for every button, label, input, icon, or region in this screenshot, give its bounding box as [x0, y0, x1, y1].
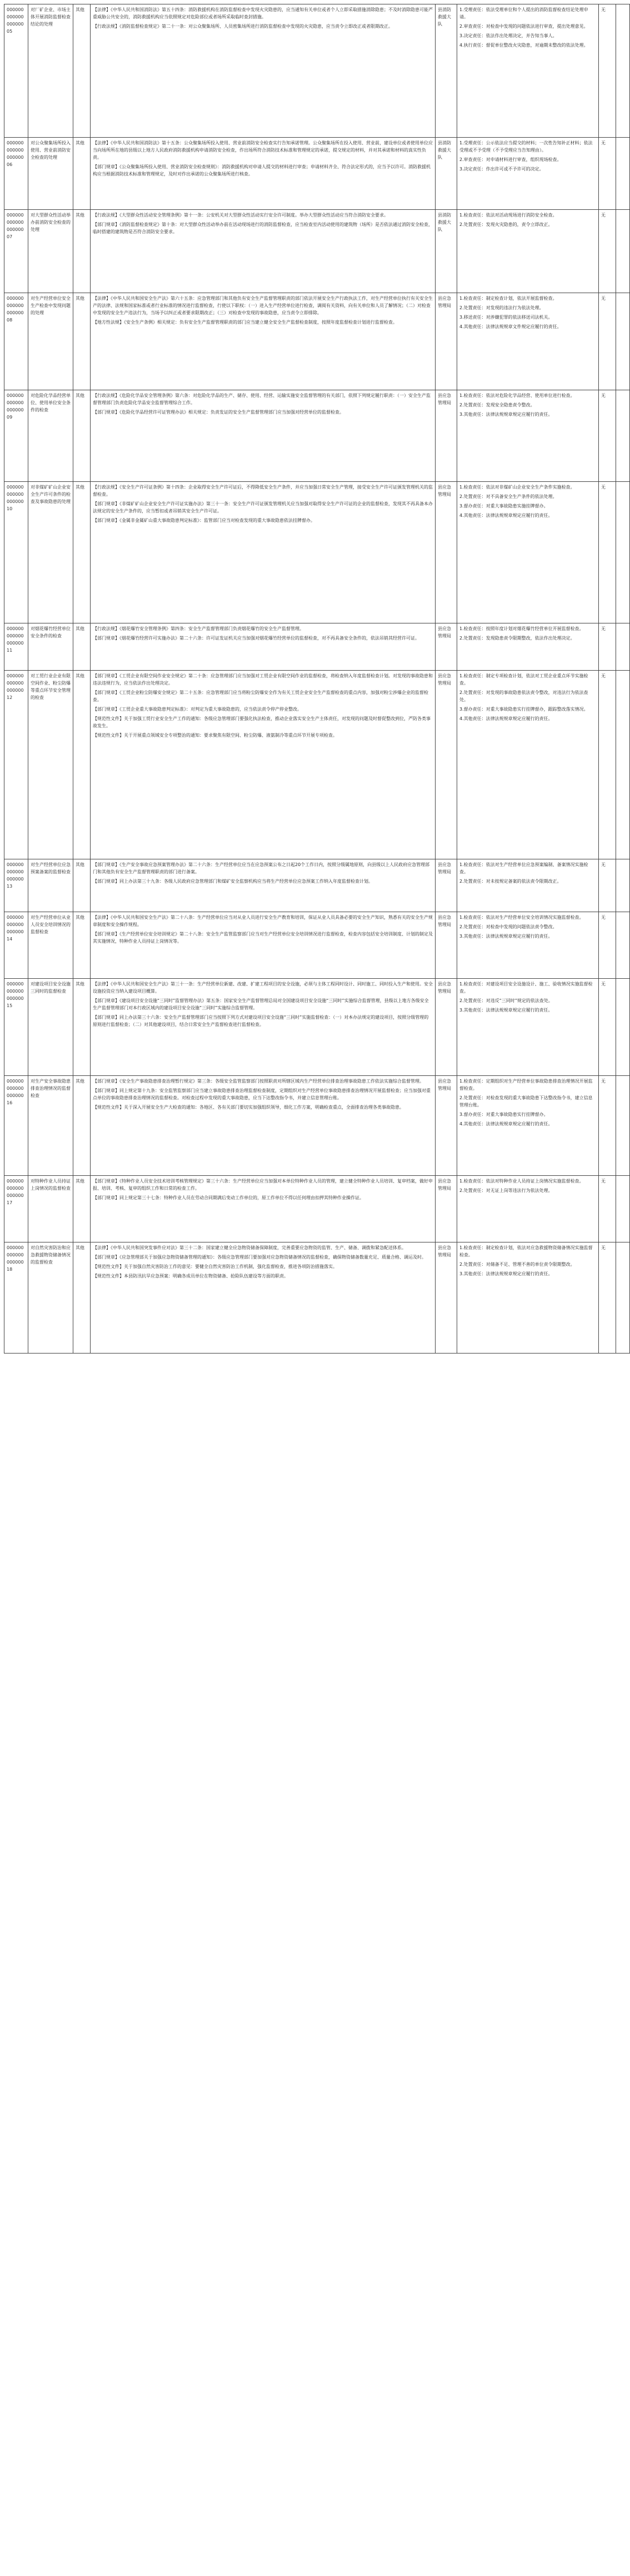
item-name: 对生产安全事故隐患排查治理情况的监督检查	[28, 1076, 73, 1176]
item-type: 其他	[73, 1076, 91, 1176]
responsibility-items	[457, 859, 599, 912]
legal-basis	[91, 138, 436, 210]
responsibility-items	[457, 210, 599, 293]
implementing-body: 县应急管理局	[436, 1176, 457, 1242]
responsibility-paragraph: 3.其他责任：法律法规规章规定应履行的责任。	[459, 934, 553, 939]
responsibility-paragraph: 4.其他责任：法律法规规章文件规定应履行的责任。	[459, 324, 562, 329]
remarks: 无	[599, 671, 616, 859]
basis-paragraph: 【部门规章】同上规定第十九条：安全监管监察部门应当建立事故隐患排查治理监督检查制度，定期组织对生产经营单位事故隐患排查治理情况开展监督检查；应当加强对重点单位的事故隐患排查治理情况的监督检查。对检查过程中发现的重大事故隐患，应当下达整改指令书，并建立信息管理台账。	[93, 1088, 431, 1100]
responsibility-paragraph: 2.处置责任：发现隐患责令限期整改，依法作出处理决定。	[459, 636, 575, 641]
table-row	[4, 1242, 630, 1354]
blank-cell	[616, 859, 630, 912]
remarks: 无	[599, 1076, 616, 1176]
basis-paragraph: 【规范性文件】关于加强自然灾害防治工作的意见：要健全自然灾害防治工作机制，强化监督检查，推进各项防治措施落实。	[93, 1264, 337, 1269]
item-code: 00000000000000000010	[4, 482, 28, 623]
item-name: 对非煤矿矿山企业安全生产许可条件的检查及事故隐患的处理	[28, 482, 73, 623]
basis-paragraph: 【行政法规】《安全生产许可证条例》第十四条：企业取得安全生产许可证后，不得降低安全生产条件，并应当加强日常安全生产管理，接受安全生产许可证颁发管理机关的监督检查。	[93, 485, 433, 497]
basis-paragraph: 【部门规章】同上办法第三十九条：各级人民政府应急管理部门和煤矿安全监察机构应当将生产经营单位应急预案工作纳入年度监督检查计划。	[93, 879, 373, 884]
item-name: 对生产经营单位应急预案备案的监督检查	[28, 859, 73, 912]
basis-paragraph: 【部门规章】《安全生产事故隐患排查治理暂行规定》第三条：各级安全监管监察部门按照职责对所辖区域内生产经营单位排查治理事故隐患工作依法实施综合监督管理。	[93, 1079, 424, 1084]
basis-paragraph: 【地方性法规】《安全生产条例》相关规定：负有安全生产监督管理职责的部门应当建立健全安全生产监督检查制度，按照年度监督检查计划进行监督检查。	[93, 320, 397, 325]
implementing-body: 县应急管理局	[436, 979, 457, 1076]
responsibility-paragraph: 1.检查责任：依法对危险化学品经营、使用单位进行检查。	[459, 393, 575, 398]
responsibility-paragraph: 3.其他责任：法律法规规章规定应履行的责任。	[459, 412, 553, 417]
table-row	[4, 390, 630, 482]
item-type: 其他	[73, 859, 91, 912]
responsibility-paragraph: 3.移送责任：对涉嫌犯罪的依法移送司法机关。	[459, 315, 553, 320]
responsibility-paragraph: 1.检查责任：依法对特种作业人员持证上岗情况实施监督检查。	[459, 1179, 584, 1184]
item-code: 00000000000000000009	[4, 390, 28, 482]
responsibility-items	[457, 979, 599, 1076]
basis-paragraph: 【规范性文件】关于开展重点领域安全专项整治的通知：要求聚焦有限空间、粉尘防爆、液氨制冷等重点环节开展专项检查。	[93, 733, 337, 738]
responsibility-paragraph: 3.督办责任：对重大事故隐患实行挂牌督办，跟踪整改落实情况。	[459, 707, 588, 712]
basis-paragraph: 【法律】《中华人民共和国安全生产法》第三十一条：生产经营单位新建、改建、扩建工程项目的安全设施，必须与主体工程同时设计、同时施工、同时投入生产和使用。安全设施投资应当纳入建设项目概算。	[93, 982, 433, 994]
responsibility-paragraph: 2.处置责任：发现安全隐患责令整改。	[459, 402, 535, 407]
responsibility-paragraph: 3.督办责任：对重大事故隐患实行挂牌督办。	[459, 1112, 548, 1117]
legal-basis	[91, 390, 436, 482]
basis-paragraph: 【部门规章】同上办法第三十六条：安全生产监督管理部门应当按照下列方式对建设项目安全设施“三同时”实施监督检查：（一）对本办法规定的建设项目，按照分级管理的原则进行监督检查；（二）对其他建设项目，结合日常安全生产监督检查进行监督检查。	[93, 1015, 429, 1027]
table-row	[4, 1176, 630, 1242]
responsibility-paragraph: 1.检查责任：依法对非煤矿山企业安全生产条件实施检查。	[459, 485, 575, 490]
responsibility-paragraph: 2.处置责任：对不具备安全生产条件的依法处理。	[459, 494, 557, 499]
responsibility-paragraph: 1.检查责任：制定专项检查计划，依法对工贸企业重点环节实施检查。	[459, 673, 588, 686]
responsibility-paragraph: 2.处置责任：对发现的违法行为依法处理。	[459, 305, 544, 310]
remarks: 无	[599, 623, 616, 671]
legal-basis	[91, 859, 436, 912]
responsibility-paragraph: 1.检查责任：制定检查计划，依法对应急救援物资储备情况实施监督检查。	[459, 1245, 593, 1257]
basis-paragraph: 【行政法规】《大型群众性活动安全管理条例》第十一条：公安机关对大型群众性活动实行安全许可制度。举办大型群众性活动应当符合消防安全要求。	[93, 213, 388, 218]
table-row	[4, 912, 630, 979]
basis-paragraph: 【法律】《中华人民共和国消防法》第五十四条：消防救援机构在消防监督检查中发现火灾隐患的，应当通知有关单位或者个人立即采取措施消除隐患；不及时消除隐患可能严重威胁公共安全的，消防救援机构应当依照规定对危险部位或者场所采取临时查封措施。	[93, 7, 433, 19]
item-type: 其他	[73, 912, 91, 979]
responsibility-items	[457, 671, 599, 859]
item-type: 其他	[73, 482, 91, 623]
basis-paragraph: 【部门规章】《工贸企业重大事故隐患判定标准》：对判定为重大事故隐患的，应当依法责令停产停业整改。	[93, 707, 302, 712]
basis-paragraph: 【规范性文件】本县防汛抗旱应急预案：明确各成员单位在物资储备、抢险队伍建设等方面的职责。	[93, 1274, 288, 1279]
item-code: 00000000000000000016	[4, 1076, 28, 1176]
table-row	[4, 671, 630, 859]
blank-cell	[616, 912, 630, 979]
responsibility-paragraph: 2.处置责任：对发现的事故隐患依法责令整改，对违法行为依法查处。	[459, 690, 588, 702]
remarks: 无	[599, 912, 616, 979]
legal-basis	[91, 482, 436, 623]
responsibility-paragraph: 1.受理责任：公示依法应当提交的材料；一次性告知补正材料；依法受理或不予受理（不予受理应当告知理由）。	[459, 140, 593, 153]
blank-cell	[616, 979, 630, 1076]
implementing-body: 县应急管理局	[436, 623, 457, 671]
basis-paragraph: 【部门规章】《建设项目安全设施“三同时”监督管理办法》第五条：国家安全生产监督管理总局对全国建设项目安全设施“三同时”实施综合监督管理，县级以上地方各级安全生产监督管理部门对本行政区域内的建设项目安全设施“三同时”实施综合监督管理。	[93, 998, 429, 1010]
responsibility-paragraph: 4.执行责任：督促单位整改火灾隐患，对逾期未整改的依法处理。	[459, 43, 588, 48]
basis-paragraph: 【部门规章】《非煤矿矿山企业安全生产许可证实施办法》第三十一条：安全生产许可证颁发管理机关应当加强对取得安全生产许可证的企业的监督检查，发现其不再具备本办法规定的安全生产条件的，应当暂扣或者吊销其安全生产许可证。	[93, 501, 433, 514]
basis-paragraph: 【部门规章】《特种作业人员安全技术培训考核管理规定》第三十六条：生产经营单位应当加强对本单位特种作业人员的管理，建立健全特种作业人员培训、复审档案，做好申报、培训、考核、复审的组织工作和日常的检查工作。	[93, 1179, 433, 1191]
item-name: 对自然灾害防治和应急救援物资储备情况的监督检查	[28, 1242, 73, 1354]
table-row	[4, 210, 630, 293]
basis-paragraph: 【部门规章】同上规定第三十七条：特种作业人员在劳动合同期满后变动工作单位的，原工作单位不得以任何理由扣押其特种作业操作证。	[93, 1195, 364, 1200]
blank-cell	[616, 1176, 630, 1242]
responsibility-paragraph: 1.检查责任：依法对活动现场进行消防安全检查。	[459, 213, 557, 218]
responsibility-paragraph: 1.检查责任：依法对生产经营单位安全培训情况实施监督检查。	[459, 915, 584, 920]
blank-cell	[616, 138, 630, 210]
implementing-body: 县消防救援大队	[436, 138, 457, 210]
responsibility-paragraph: 3.其他责任：法律法规规章规定应履行的责任。	[459, 1008, 553, 1013]
responsibility-paragraph: 1.检查责任：对建设项目安全设施设计、施工、验收情况实施监督检查。	[459, 982, 593, 994]
responsibility-paragraph: 3.决定责任：作出许可或不予许可的决定。	[459, 167, 544, 172]
table-body	[4, 4, 630, 1354]
item-name: 对建设项目安全设施三同时的监督检查	[28, 979, 73, 1076]
implementing-body: 县应急管理局	[436, 859, 457, 912]
responsibility-items	[457, 1176, 599, 1242]
legal-basis	[91, 4, 436, 138]
blank-cell	[616, 210, 630, 293]
basis-paragraph: 【法律】《中华人民共和国安全生产法》第二十八条：生产经营单位应当对从业人员进行安全生产教育和培训，保证从业人员具备必要的安全生产知识，熟悉有关的安全生产规章制度和安全操作规程。	[93, 915, 433, 927]
table-row	[4, 4, 630, 138]
legal-basis	[91, 293, 436, 390]
basis-paragraph: 【法律】《中华人民共和国消防法》第十五条：公众聚集场所投入使用、营业前消防安全检查实行告知承诺管理。公众聚集场所在投入使用、营业前，建设单位或者使用单位应当向场所所在地的县级以上地方人民政府消防救援机构申请消防安全检查，作出场所符合消防技术标准和管理规定的承诺，提交规定的材料，并对其承诺和材料的真实性负责。	[93, 140, 433, 160]
item-code: 00000000000000000008	[4, 293, 28, 390]
responsibility-paragraph: 2.处置责任：对储备不足、管理不善的单位责令限期整改。	[459, 1262, 575, 1267]
basis-paragraph: 【部门规章】《生产经营单位安全培训规定》第二十八条：安全生产监管监察部门应当对生产经营单位安全培训情况进行监督检查，检查内容包括安全培训制度、计划的制定及其实施情况，特种作业人员持证上岗情况等。	[93, 932, 433, 944]
legal-basis	[91, 1242, 436, 1354]
implementing-body: 县消防救援大队	[436, 210, 457, 293]
responsibility-paragraph: 2.审查责任：对申请材料进行审查，组织现场检查。	[459, 157, 562, 162]
blank-cell	[616, 1242, 630, 1354]
responsibility-items	[457, 623, 599, 671]
responsibility-items	[457, 912, 599, 979]
blank-cell	[616, 623, 630, 671]
blank-cell	[616, 4, 630, 138]
item-type: 其他	[73, 210, 91, 293]
blank-cell	[616, 293, 630, 390]
responsibility-paragraph: 1.受理责任：依法受理单位和个人提出的消防监督检查结论处理申请。	[459, 7, 588, 19]
item-name: 对烟花爆竹经营单位安全条件的检查	[28, 623, 73, 671]
legal-basis	[91, 1076, 436, 1176]
implementing-body: 县应急管理局	[436, 1242, 457, 1354]
remarks: 无	[599, 4, 616, 138]
legal-basis	[91, 210, 436, 293]
table-row	[4, 859, 630, 912]
basis-paragraph: 【部门规章】《应急管理部关于加强应急物资储备管理的通知》：各级应急管理部门要加强对应急物资储备情况的监督检查，确保物资储备数量充足、质量合格、调运及时。	[93, 1255, 426, 1260]
responsibility-items	[457, 482, 599, 623]
item-code: 00000000000000000007	[4, 210, 28, 293]
responsibility-items	[457, 1242, 599, 1354]
remarks: 无	[599, 1176, 616, 1242]
implementing-body: 县应急管理局	[436, 912, 457, 979]
item-type: 其他	[73, 623, 91, 671]
item-code: 00000000000000000006	[4, 138, 28, 210]
remarks: 无	[599, 390, 616, 482]
basis-paragraph: 【法律】《中华人民共和国安全生产法》第六十五条：应急管理部门和其他负有安全生产监督管理职责的部门依法开展安全生产行政执法工作，对生产经营单位执行有关安全生产的法律、法规和国家标准或者行业标准的情况进行监督检查，行使以下职权：（一）进入生产经营单位进行检查，调阅有关资料，向有关单位和人员了解情况；（二）对检查中发现的安全生产违法行为，当场予以纠正或者要求限期改正；（三）对检查中发现的事故隐患，应当责令立即排除。	[93, 296, 433, 315]
basis-paragraph: 【行政法规】《消防监督检查规定》第二十一条：对公众聚集场所、人员密集场所进行消防监督检查中发现的火灾隐患，应当责令立即改正或者限期改正。	[93, 24, 393, 29]
responsibility-paragraph: 3.其他责任：法律法规规章规定应履行的责任。	[459, 1271, 553, 1276]
legal-basis	[91, 912, 436, 979]
implementing-body: 县应急管理局	[436, 1076, 457, 1176]
basis-paragraph: 【部门规章】《烟花爆竹经营许可实施办法》第二十六条：许可证发证机关应当加强对烟花爆竹经营单位的监督检查，对不再具备安全条件的，依法吊销其经营许可证。	[93, 636, 419, 641]
responsibility-paragraph: 4.其他责任：法律法规规章规定应履行的责任。	[459, 1121, 553, 1126]
table-row	[4, 1076, 630, 1176]
implementing-body: 县应急管理局	[436, 293, 457, 390]
responsibility-paragraph: 1.检查责任：制定检查计划，依法开展监督检查。	[459, 296, 557, 301]
responsibility-items	[457, 4, 599, 138]
item-code: 00000000000000000015	[4, 979, 28, 1076]
table-row	[4, 482, 630, 623]
legal-basis	[91, 979, 436, 1076]
table-row	[4, 623, 630, 671]
basis-paragraph: 【规范性文件】关于加强工贸行业安全生产工作的通知：各级应急管理部门要强化执法检查，推动企业落实安全生产主体责任，对发现的问题及时督促整改到位，严防各类事故发生。	[93, 716, 431, 728]
item-code: 00000000000000000014	[4, 912, 28, 979]
responsibility-items	[457, 138, 599, 210]
remarks: 无	[599, 293, 616, 390]
basis-paragraph: 【行政法规】《烟花爆竹安全管理条例》第四条：安全生产监督管理部门负责烟花爆竹的安全生产监督管理。	[93, 626, 304, 631]
item-name: 对公众聚集场所投入使用、营业前消防安全检查的处理	[28, 138, 73, 210]
table-row	[4, 979, 630, 1076]
item-name: 对工贸行业企业有限空间作业、粉尘防爆等重点环节安全管理的检查	[28, 671, 73, 859]
remarks: 无	[599, 859, 616, 912]
legal-basis	[91, 671, 436, 859]
item-code: 00000000000000000017	[4, 1176, 28, 1242]
basis-paragraph: 【部门规章】《危险化学品经营许可证管理办法》相关规定：负责发证的安全生产监督管理部门应当加强对经营单位的监督检查。	[93, 410, 344, 415]
responsibility-items	[457, 390, 599, 482]
responsibility-paragraph: 2.处置责任：对检查中发现的问题依法责令整改。	[459, 924, 557, 929]
responsibility-paragraph: 3.决定责任：依法作出处理决定，并告知当事人。	[459, 33, 557, 38]
table-row	[4, 293, 630, 390]
implementing-body: 县应急管理局	[436, 390, 457, 482]
responsibility-paragraph: 2.处置责任：对检查发现的重大事故隐患下达整改指令书，建立信息管理台账。	[459, 1095, 593, 1108]
basis-paragraph: 【部门规章】《工贸企业粉尘防爆安全规定》第二十五条：应急管理部门应当将粉尘防爆安全作为有关工贸企业安全生产监督检查的重点内容，加强对粉尘涉爆企业的监督检查。	[93, 690, 428, 702]
responsibility-paragraph: 2.处置责任：发现火灾隐患的，责令立即改正。	[459, 222, 553, 227]
item-name: 对厂矿企业、市场主体开展消防监督检查结论的处理	[28, 4, 73, 138]
table-row	[4, 138, 630, 210]
item-type: 其他	[73, 671, 91, 859]
basis-paragraph: 【部门规章】《公众聚集场所投入使用、营业消防安全检查规则》：消防救援机构对申请人提交的材料进行审查；申请材料齐全、符合法定形式的，应当予以许可。消防救援机构应当根据消防技术标准和管理规定，及时对作出承诺的公众聚集场所进行核查。	[93, 164, 431, 177]
basis-paragraph: 【法律】《中华人民共和国突发事件应对法》第三十二条：国家建立健全应急物资储备保障制度，完善重要应急物资的监管、生产、储备、调拨和紧急配送体系。	[93, 1245, 406, 1250]
responsibility-paragraph: 2.处置责任：对无证上岗等违法行为依法处理。	[459, 1188, 553, 1193]
responsibility-paragraph: 2.审查责任：对检查中发现的问题依法进行审查，提出处理意见。	[459, 24, 588, 29]
item-name: 对危险化学品经营单位、使用单位安全条件的检查	[28, 390, 73, 482]
item-type: 其他	[73, 1176, 91, 1242]
item-name: 对生产经营单位从业人员安全培训情况的监督检查	[28, 912, 73, 979]
basis-paragraph: 【部门规章】《工贸企业有限空间作业安全规定》第二十条：应急管理部门应当加强对工贸企业有限空间作业的监督检查，将检查纳入年度监督检查计划。对发现的事故隐患和违法违规行为，应当依法作出处理决定。	[93, 673, 433, 686]
blank-cell	[616, 390, 630, 482]
responsibility-paragraph: 1.检查责任：定期组织对生产经营单位事故隐患排查治理情况开展监督检查。	[459, 1079, 593, 1091]
item-code: 00000000000000000011	[4, 623, 28, 671]
responsibility-paragraph: 1.检查责任：依法对生产经营单位应急预案编制、备案情况实施检查。	[459, 862, 588, 874]
remarks: 无	[599, 210, 616, 293]
basis-paragraph: 【部门规章】《金属非金属矿山重大事故隐患判定标准》：监管部门应当对检查发现的重大事故隐患依法挂牌督办。	[93, 518, 315, 523]
responsibility-paragraph: 3.督办责任：对重大事故隐患实施挂牌督办。	[459, 504, 548, 509]
basis-paragraph: 【行政法规】《危险化学品安全管理条例》第六条：对危险化学品的生产、储存、使用、经营、运输实施安全监督管理的有关部门，依照下列规定履行职责：（一）安全生产监督管理部门负责危险化学品安全监督管理综合工作。	[93, 393, 431, 405]
item-type: 其他	[73, 4, 91, 138]
item-type: 其他	[73, 293, 91, 390]
basis-paragraph: 【部门规章】《生产安全事故应急预案管理办法》第二十六条：生产经营单位应当在应急预案公布之日起20个工作日内，按照分级属地原则，向县级以上人民政府应急管理部门和其他负有安全生产监督管理职责的部门进行备案。	[93, 862, 430, 874]
legal-basis	[91, 1176, 436, 1242]
remarks: 无	[599, 138, 616, 210]
blank-cell	[616, 671, 630, 859]
responsibility-paragraph: 2.处置责任：对未按规定备案的依法责令限期改正。	[459, 879, 562, 884]
responsibility-items	[457, 1076, 599, 1176]
blank-cell	[616, 1076, 630, 1176]
item-name: 对特种作业人员持证上岗情况的监督检查	[28, 1176, 73, 1242]
implementing-body: 县应急管理局	[436, 671, 457, 859]
legal-basis	[91, 623, 436, 671]
item-code: 00000000000000000005	[4, 4, 28, 138]
item-name: 对生产经营单位安全生产检查中发现问题的处理	[28, 293, 73, 390]
item-type: 其他	[73, 979, 91, 1076]
implementing-body: 县消防救援大队	[436, 4, 457, 138]
remarks: 无	[599, 979, 616, 1076]
remarks: 无	[599, 482, 616, 623]
item-type: 其他	[73, 390, 91, 482]
item-code: 00000000000000000018	[4, 1242, 28, 1354]
remarks: 无	[599, 1242, 616, 1354]
implementing-body: 县应急管理局	[436, 482, 457, 623]
item-type: 其他	[73, 1242, 91, 1354]
basis-paragraph: 【规范性文件】关于深入开展安全生产大检查的通知：各地区、各有关部门要切实加强组织领导，细化工作方案，明确检查重点，全面排查治理各类事故隐患。	[93, 1105, 404, 1110]
responsibility-paragraph: 4.其他责任：法律法规规章规定应履行的责任。	[459, 513, 553, 518]
responsibility-paragraph: 1.检查责任：按照年度计划对烟花爆竹经营单位开展监督检查。	[459, 626, 584, 631]
responsibility-table	[4, 4, 630, 1354]
item-name: 对大型群众性活动举办前消防安全检查的处理	[28, 210, 73, 293]
blank-cell	[616, 482, 630, 623]
responsibility-items	[457, 293, 599, 390]
responsibility-paragraph: 4.其他责任：法律法规规章规定应履行的责任。	[459, 716, 553, 721]
item-code: 00000000000000000012	[4, 671, 28, 859]
item-type: 其他	[73, 138, 91, 210]
basis-paragraph: 【部门规章】《消防监督检查规定》第十条：对大型群众性活动举办前在活动现场进行的消防监督检查，应当检查室内活动使用的建筑物（场所）是否依法通过消防安全检查，临时搭建的建筑物是否符合消防安全要求。	[93, 222, 433, 234]
item-code: 00000000000000000013	[4, 859, 28, 912]
responsibility-paragraph: 2.处置责任：对违反“三同时”规定的依法查处。	[459, 998, 553, 1003]
